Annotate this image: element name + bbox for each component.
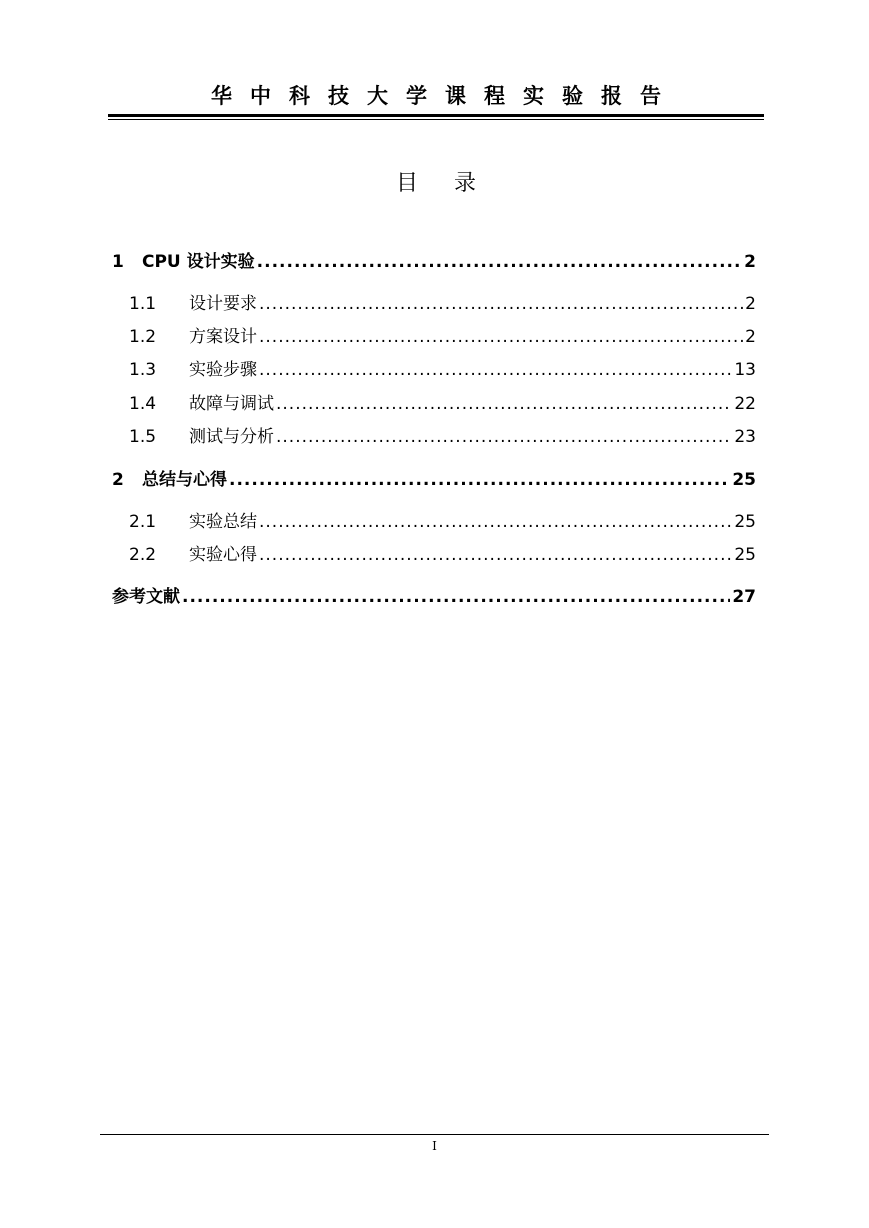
toc-entry-page: 25 — [732, 470, 756, 490]
toc-entry-page: 2 — [745, 327, 756, 347]
toc-leader — [259, 359, 732, 381]
toc-entry-page: 2 — [744, 252, 756, 272]
toc-leader — [276, 426, 732, 448]
toc-entry-1-1[interactable] — [112, 291, 756, 315]
toc-entry-number: 1 — [112, 252, 124, 272]
toc-entry-1[interactable] — [112, 249, 756, 273]
toc-entry-page: 25 — [734, 545, 756, 565]
header-rule-thick — [108, 114, 764, 117]
toc-entry-number: 2 — [112, 470, 124, 490]
toc-entry-page: 25 — [734, 512, 756, 532]
toc-entry-text: 总结与心得 — [142, 470, 227, 490]
toc-entry-number: 1.5 — [129, 427, 157, 447]
toc-title: 目录 — [395, 171, 512, 196]
toc-leader — [259, 293, 743, 315]
toc-entry-page: 22 — [734, 394, 756, 414]
toc-entry-text: CPU 设计实验 — [142, 252, 255, 272]
toc-entry-text: 参考文献 — [112, 587, 180, 607]
toc-leader — [259, 326, 743, 348]
toc-entry-page: 27 — [732, 587, 756, 607]
toc-entry-1-4[interactable] — [112, 391, 756, 415]
toc-entry-page: 2 — [745, 294, 756, 314]
toc-entry-2[interactable] — [112, 467, 756, 491]
toc-entry-text: 实验步骤 — [189, 360, 257, 380]
header-rule-thin — [108, 119, 764, 120]
footer-rule — [100, 1134, 769, 1135]
toc-entry-text: 实验心得 — [189, 545, 257, 565]
toc-leader — [276, 393, 732, 415]
footer-page-number: I — [432, 1139, 437, 1153]
toc-leader — [257, 251, 742, 273]
toc-entry-page: 13 — [734, 360, 756, 380]
toc-leader — [259, 544, 732, 566]
toc-entry-number: 1.2 — [129, 327, 157, 347]
toc-entry-number: 2.2 — [129, 545, 157, 565]
toc-entry-number: 2.1 — [129, 512, 157, 532]
toc-entry-text: 故障与调试 — [189, 394, 274, 414]
toc-leader — [182, 586, 730, 608]
toc-entry-text: 设计要求 — [189, 294, 257, 314]
toc-entry-text: 实验总结 — [189, 512, 257, 532]
toc-entry-text: 测试与分析 — [189, 427, 274, 447]
toc-entry-1-2[interactable] — [112, 324, 756, 348]
toc-entry-2-2[interactable] — [112, 542, 756, 566]
toc-entry-1-3[interactable] — [112, 357, 756, 381]
toc-entry-text: 方案设计 — [189, 327, 257, 347]
toc-entry-page: 23 — [734, 427, 756, 447]
toc-entry-number: 1.3 — [129, 360, 157, 380]
toc-entry-references[interactable] — [112, 584, 756, 608]
toc-entry-1-5[interactable] — [112, 424, 756, 448]
toc-entry-number: 1.4 — [129, 394, 157, 414]
page-header-title: 华中科技大学课程实验报告 — [211, 83, 679, 108]
toc-leader — [259, 511, 732, 533]
toc-entry-number: 1.1 — [129, 294, 157, 314]
toc-leader — [229, 469, 730, 491]
toc-entry-2-1[interactable] — [112, 509, 756, 533]
